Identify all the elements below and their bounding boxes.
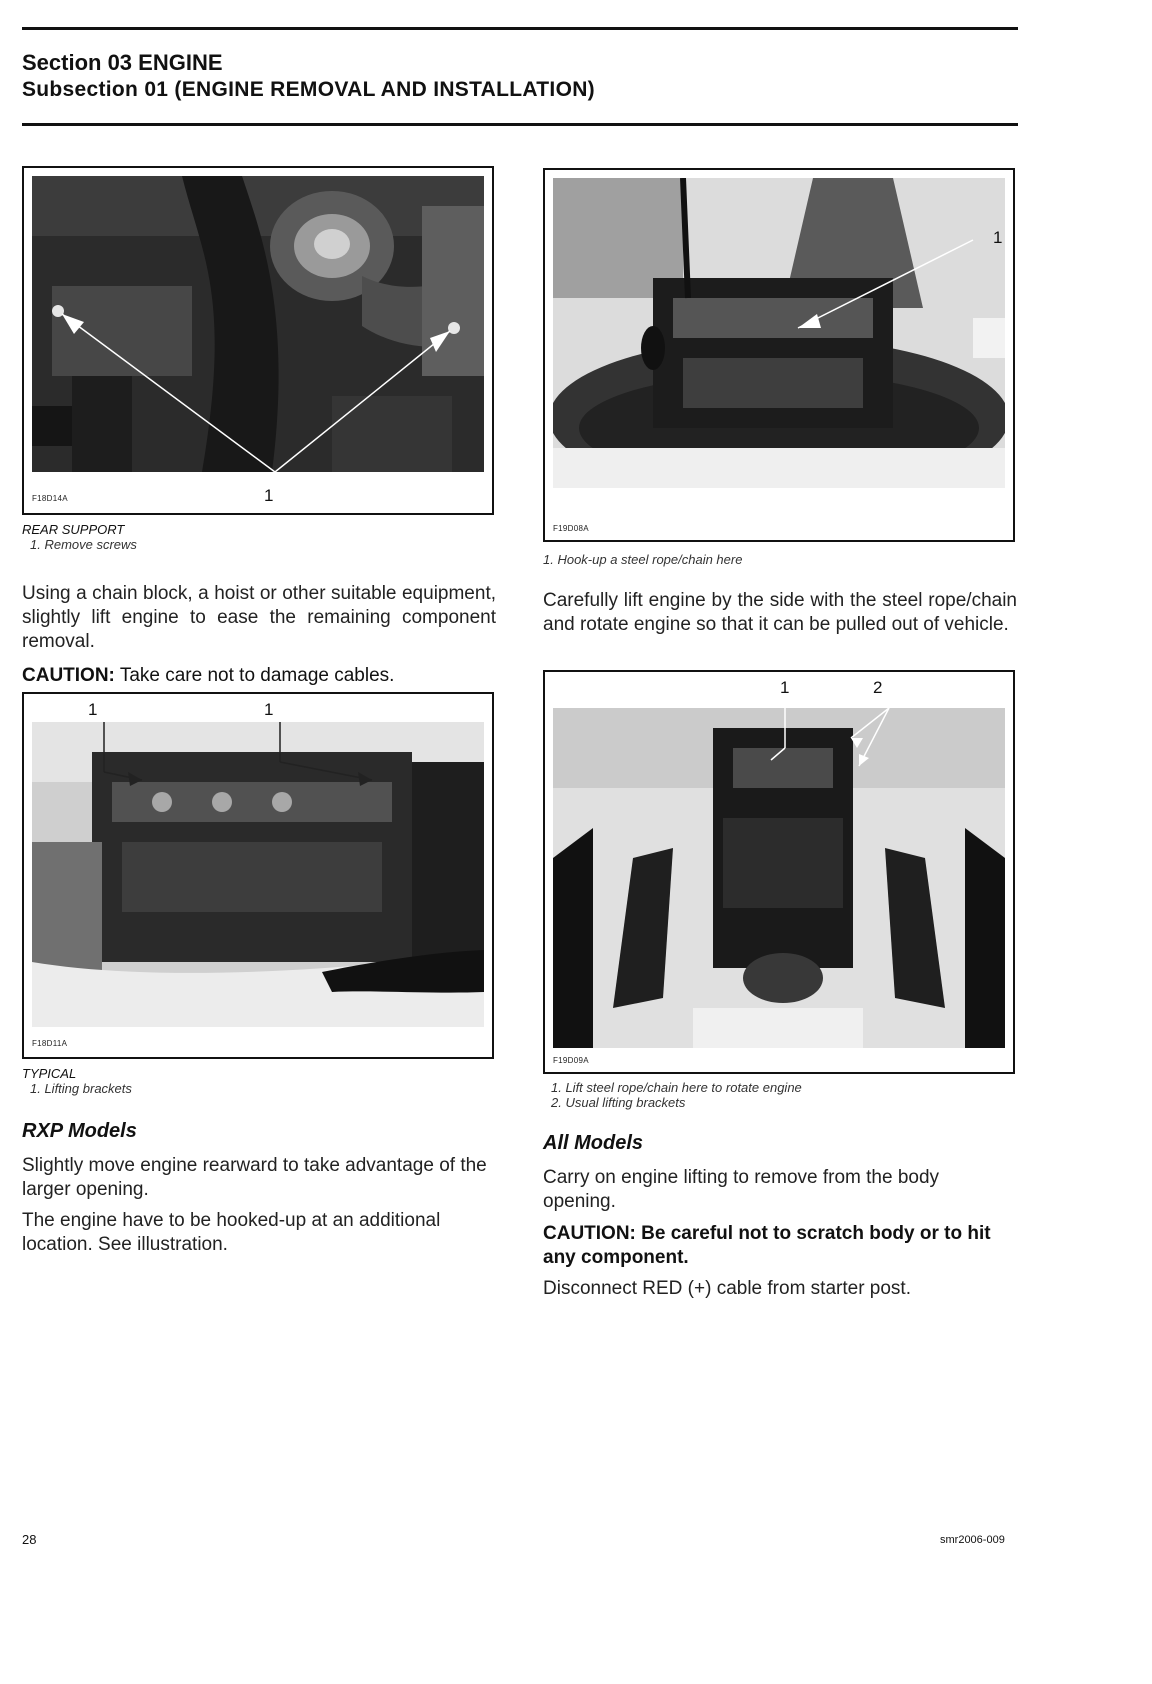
header-top-rule [22, 27, 1018, 30]
caution-text: Be careful not to scratch body or to hit any component. [543, 1223, 991, 1268]
caption-hook-up [543, 552, 1013, 567]
callout-1: 1 [993, 228, 1003, 247]
right-paragraph-carefully-lift: Carefully lift engine by the side with the steel rope/chain and rotate engine so that it can be pulled out of vehicle. [543, 590, 1017, 635]
caution-label: CAUTION: [543, 1223, 636, 1244]
figure-code: F18D11A [32, 1039, 68, 1048]
figure-code: F18D14A [32, 494, 68, 503]
header-bottom-rule [22, 123, 1018, 126]
rear-support-photo [32, 176, 484, 472]
left-paragraph-chain-block: Using a chain block, a hoist or other suitable equipment, slightly lift engine to ease the remaining component removal. [22, 583, 496, 652]
caption-item-2: 2. Usual lifting brackets [551, 1095, 686, 1110]
callout-1: 1 [780, 678, 790, 697]
callout-1: 1 [264, 486, 274, 505]
caption-title: REAR SUPPORT [22, 522, 125, 537]
rxp-paragraph-1: Slightly move engine rearward to take advantage of the larger opening. [22, 1155, 487, 1200]
caption-title: TYPICAL [22, 1066, 77, 1081]
right-caution [543, 1222, 1017, 1270]
rxp-paragraph-2: The engine have to be hooked-up at an additional location. See illustration. [22, 1210, 441, 1255]
figure-lift-rotate [543, 670, 1015, 1074]
caption-rear-support [22, 522, 492, 552]
typical-photo [32, 722, 484, 1027]
all-paragraph-2: Disconnect RED (+) cable from starter post. [543, 1278, 911, 1299]
lift-rotate-photo [553, 708, 1005, 1048]
left-caution [22, 664, 496, 688]
figure-rear-support [22, 166, 494, 515]
caption-item-1: 1. Lift steel rope/chain here to rotate engine [551, 1080, 802, 1095]
caption-item: 1. Lifting brackets [30, 1081, 132, 1096]
caption-item: 1. Hook-up a steel rope/chain here [543, 552, 743, 567]
page-number: 28 [22, 1532, 37, 1547]
subsection-title: Subsection 01 (ENGINE REMOVAL AND INSTALLATION) [22, 78, 595, 101]
caption-item: 1. Remove screws [30, 537, 137, 552]
callout-1a: 1 [88, 700, 98, 719]
figure-code: F19D09A [553, 1056, 589, 1065]
caution-text: Take care not to damage cables. [114, 665, 395, 686]
callout-1b: 1 [264, 700, 274, 719]
all-paragraph-1: Carry on engine lifting to remove from the body opening. [543, 1167, 940, 1212]
figure-hook-up [543, 168, 1015, 542]
rxp-models-heading: RXP Models [22, 1120, 137, 1142]
doc-code: smr2006-009 [940, 1534, 1005, 1546]
figure-code: F19D08A [553, 524, 589, 533]
hook-up-photo [553, 178, 1005, 488]
caption-typical [22, 1066, 492, 1096]
all-models-heading: All Models [543, 1132, 644, 1154]
caption-lift-rotate [543, 1080, 1013, 1110]
caution-label: CAUTION: [22, 665, 115, 686]
section-title: Section 03 ENGINE [22, 50, 223, 75]
figure-typical [22, 692, 494, 1059]
callout-2: 2 [873, 678, 883, 697]
